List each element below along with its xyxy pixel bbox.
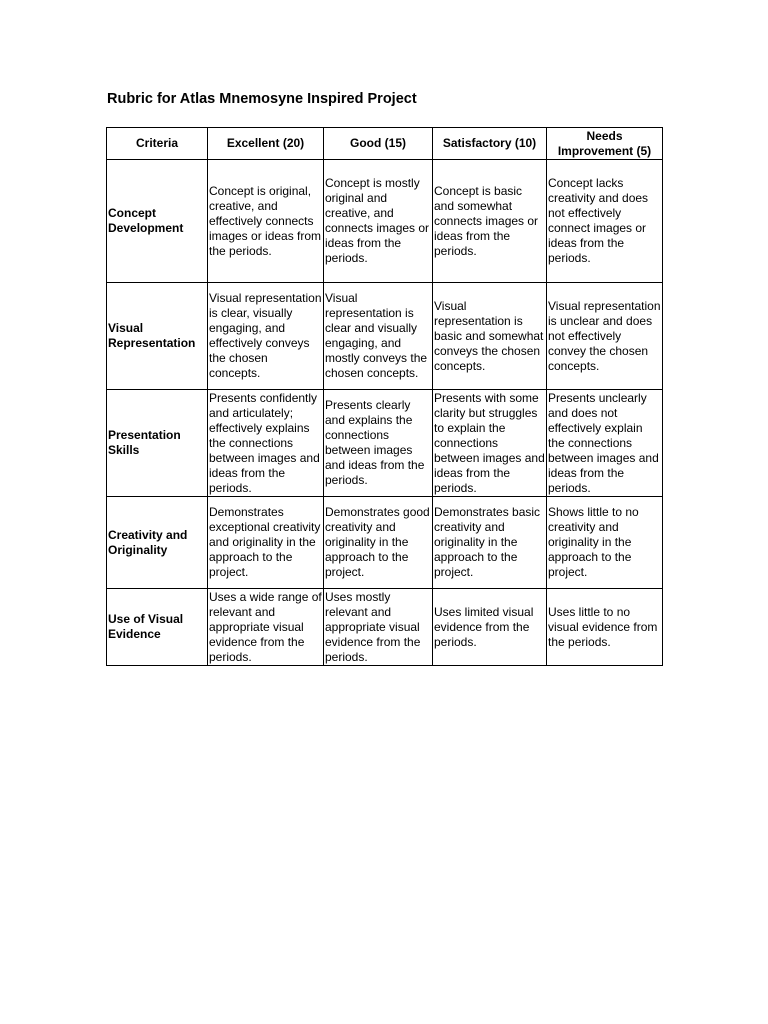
criteria-cell: Creativity and Originality	[107, 497, 208, 589]
table-row	[107, 497, 663, 589]
header-needs-improvement: Needs Improvement (5)	[547, 128, 663, 160]
criteria-cell: Visual Representation	[107, 283, 208, 390]
header-criteria: Criteria	[107, 128, 208, 160]
needs-improvement-cell: Visual representation is unclear and does not effectively convey the chosen concepts.	[547, 283, 663, 390]
good-cell: Presents clearly and explains the connections between images and ideas from the periods.	[324, 390, 433, 497]
excellent-cell: Visual representation is clear, visually engaging, and effectively conveys the chosen concepts.	[208, 283, 324, 390]
criteria-cell: Presentation Skills	[107, 390, 208, 497]
needs-improvement-cell: Presents unclearly and does not effectively explain the connections between images and ideas from the periods.	[547, 390, 663, 497]
needs-improvement-cell: Shows little to no creativity and originality in the approach to the project.	[547, 497, 663, 589]
criteria-cell: Use of Visual Evidence	[107, 589, 208, 666]
good-cell: Demonstrates good creativity and originality in the approach to the project.	[324, 497, 433, 589]
satisfactory-cell: Presents with some clarity but struggles to explain the connections between images and ideas from the periods.	[434, 390, 545, 495]
needs-improvement-cell: Concept lacks creativity and does not effectively connect images or ideas from the periods.	[547, 160, 663, 283]
satisfactory-cell: Demonstrates basic creativity and originality in the approach to the project.	[433, 497, 547, 589]
excellent-cell: Concept is original, creative, and effectively connects images or ideas from the periods.	[208, 160, 324, 283]
excellent-cell: Uses a wide range of relevant and appropriate visual evidence from the periods.	[209, 589, 322, 664]
needs-improvement-cell: Uses little to no visual evidence from the periods.	[547, 589, 663, 666]
excellent-cell: Demonstrates exceptional creativity and originality in the approach to the project.	[208, 497, 324, 589]
excellent-cell: Presents confidently and articulately; effectively explains the connections between images and ideas from the periods.	[208, 390, 324, 497]
table-row	[107, 283, 663, 390]
header-satisfactory: Satisfactory (10)	[433, 128, 547, 160]
good-cell: Visual representation is clear and visually engaging, and mostly conveys the chosen concepts.	[324, 283, 433, 390]
rubric-table	[106, 127, 663, 666]
page-title: Rubric for Atlas Mnemosyne Inspired Project	[107, 91, 417, 107]
header-excellent: Excellent (20)	[208, 128, 324, 160]
table-row	[107, 390, 663, 497]
good-cell: Concept is mostly original and creative, and connects images or ideas from the periods.	[324, 160, 433, 283]
criteria-cell: Concept Development	[107, 160, 208, 283]
satisfactory-cell: Visual representation is basic and somewhat conveys the chosen concepts.	[433, 283, 547, 390]
header-good: Good (15)	[324, 128, 433, 160]
table-header-row	[107, 128, 663, 160]
satisfactory-cell: Uses limited visual evidence from the periods.	[433, 589, 547, 666]
table-row	[107, 160, 663, 283]
table-row	[107, 589, 663, 666]
satisfactory-cell: Concept is basic and somewhat connects images or ideas from the periods.	[433, 160, 547, 283]
good-cell: Uses mostly relevant and appropriate visual evidence from the periods.	[324, 589, 433, 666]
